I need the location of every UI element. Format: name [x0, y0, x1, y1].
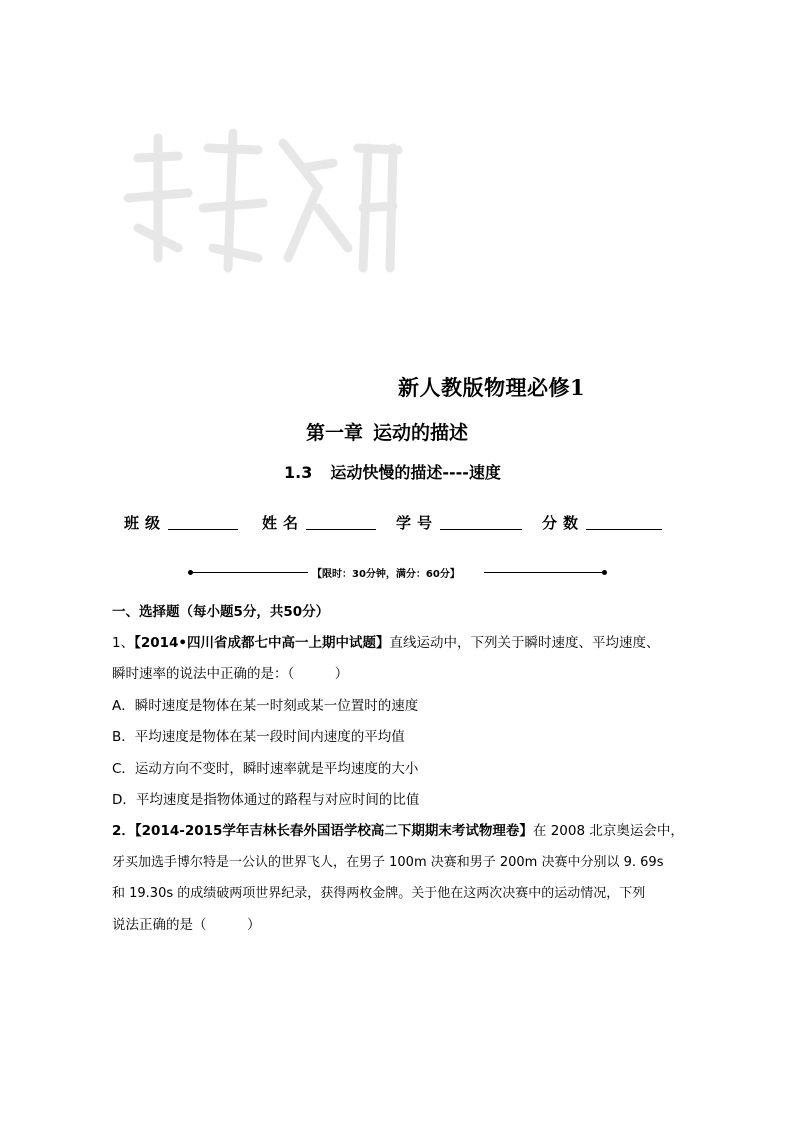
left-rule: [190, 572, 308, 573]
number-field[interactable]: [396, 512, 522, 533]
number-blank[interactable]: [440, 529, 522, 530]
q2-source: 【2014-2015学年吉林长春外国语学校高二下期期末考试物理卷】: [134, 823, 533, 839]
time-limit-row: [188, 565, 608, 581]
document-title: 新人教版物理必修1: [398, 375, 586, 400]
score-blank[interactable]: [586, 529, 662, 530]
q2-stem-1: 在 2008 北京奥运会中，: [532, 823, 684, 839]
section-title: [284, 460, 501, 483]
q1-option-a: A．瞬时速度是物体在某一时刻或某一位置时的速度: [112, 698, 419, 714]
q1-stem-2: 瞬时速率的说法中正确的是：（ ）: [112, 666, 349, 682]
q1-option-c: C．运动方向不变时，瞬时速率就是平均速度的大小: [112, 761, 419, 777]
watermark-calligraphy-icon: [118, 128, 408, 278]
q1-stem-1: 直线运动中，下列关于瞬时速度、平均速度、: [389, 635, 660, 651]
chapter-number: 第一章: [306, 422, 364, 444]
q1-line1: [112, 631, 660, 651]
section-number: 1.3: [284, 463, 313, 482]
chapter-title: [306, 418, 468, 445]
q1-option-d: D．平均速度是指物体通过的路程与对应时间的比值: [112, 792, 420, 808]
q2-line1: [112, 819, 684, 839]
name-field[interactable]: [262, 512, 376, 533]
time-limit-text: 【限时：30分钟，满分：60分】: [312, 569, 460, 580]
right-dot-icon: [602, 570, 607, 575]
name-label: 姓名: [262, 514, 305, 532]
class-blank[interactable]: [168, 529, 238, 530]
q2-stem-4: 说法正确的是（ ）: [112, 917, 261, 933]
q1-option-b: B．平均速度是物体在某一段时间内速度的平均值: [112, 729, 405, 745]
chapter-name: 运动的描述: [373, 422, 469, 444]
q2-stem-2: 牙买加选手博尔特是一公认的世界飞人，在男子 100m 决赛和男子 200m 决赛中分别以 9. 69s: [112, 855, 664, 870]
q2-number: 2．: [112, 823, 135, 839]
score-field[interactable]: [542, 512, 662, 533]
name-blank[interactable]: [306, 529, 376, 530]
number-label: 学号: [396, 514, 439, 532]
class-label: 班级: [124, 514, 167, 532]
section-name: 运动快慢的描述----速度: [330, 463, 501, 482]
right-rule: [484, 572, 604, 573]
class-field[interactable]: [124, 512, 238, 533]
q1-number: 1、: [112, 635, 135, 651]
score-label: 分数: [542, 514, 585, 532]
student-info-row: [124, 512, 684, 538]
section-heading: 一、选择题（每小题5分，共50分）: [112, 604, 330, 620]
q2-stem-3: 和 19.30s 的成绩破两项世界纪录，获得两枚金牌。关于他在这两次决赛中的运动情况，下列: [112, 886, 646, 901]
q1-source: 【2014•四川省成都七中高一上期中试题】: [134, 635, 390, 651]
